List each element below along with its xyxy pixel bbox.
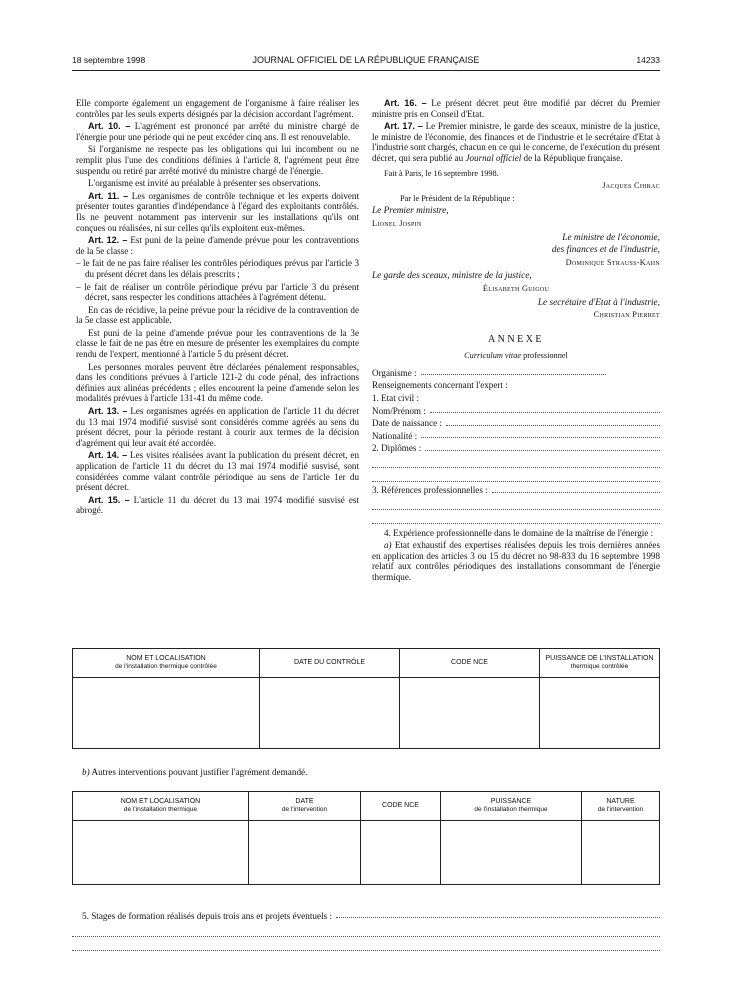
column-header-puissance — [540, 649, 660, 678]
experience-label: 4. Expérience professionnelle dans le domaine de la maîtrise de l'énergie : — [384, 527, 654, 538]
article-text: Les visites réalisées avant la publication du présent décret, en application de l'article 11 du décret du 13 mai 1974 modifié susvisé, sont considérées comme valant contrôle périodique au sens de l'article 1er du présent décret. — [76, 450, 359, 493]
annexe-heading: ANNEXE — [487, 333, 545, 345]
field-label: Nationalité : — [372, 430, 418, 441]
header-sub: thermique contrôlée — [570, 663, 629, 670]
stages-field[interactable] — [82, 911, 660, 921]
experience-a-text — [372, 540, 660, 582]
paragraph: Si l'organisme ne respecte pas les obligations qui lui incombent ou ne remplit plus l'une des conditions définies à l'article 8, l'agrément peut être suspendu ou retiré par arrêté motivé du ministre chargé de l'énergie. — [76, 144, 359, 176]
column-header-nature — [582, 792, 660, 821]
header-sub: de l'installation thermique contrôlée — [115, 663, 217, 670]
article-12 — [76, 235, 359, 256]
article-number: Art. 11. – — [88, 190, 129, 201]
nom-prenom-field[interactable] — [372, 406, 660, 417]
garde-des-sceaux-title: Le garde des sceaux, ministre de la justice, — [372, 271, 532, 282]
expertises-table — [72, 648, 660, 749]
column-header-date — [260, 649, 400, 678]
column-header-code — [400, 649, 540, 678]
paragraph: En cas de récidive, la peine prévue pour la récidive de la contravention de la 5e classe est applicable. — [76, 304, 359, 326]
date-naissance-field[interactable] — [372, 418, 660, 429]
header-rule — [72, 70, 660, 71]
column-header-nom — [73, 649, 260, 678]
dotted-line — [72, 936, 660, 937]
article-number: Art. 10. – — [88, 121, 131, 132]
field-dots — [336, 911, 660, 918]
organisme-field[interactable] — [372, 368, 660, 379]
journal-officiel-italic: Journal officiel — [465, 152, 522, 163]
renseignements-label: Renseignements concernant l'expert : — [372, 380, 508, 391]
field-label: Organisme : — [372, 367, 417, 378]
secretaire-etat-name: Christian Pierret — [593, 310, 660, 320]
article-14 — [76, 450, 359, 492]
autres-interventions-label — [82, 767, 307, 777]
header-title: DATE — [295, 798, 314, 805]
article-text: de la République française. — [521, 152, 623, 163]
table-cell[interactable] — [361, 821, 441, 885]
article-text: Les organismes agréés en application de l'article 11 du décret du 13 mai 1974 modifié susvisé sont considérés comme agréés au sens du présent décret, pour la période restant à courir aux termes de la décision d'agrément qui leur avait été accordée. — [76, 406, 359, 448]
header-journal-title: JOURNAL OFFICIEL DE LA RÉPUBLIQUE FRANÇAISE — [252, 55, 480, 65]
field-dots — [492, 485, 660, 493]
table-cell[interactable] — [400, 678, 540, 749]
ministre-economie-name: Dominique Strauss-Kahn — [565, 257, 660, 267]
references-field[interactable] — [372, 485, 660, 496]
nationalite-field[interactable] — [372, 431, 660, 442]
article-number: Art. 17. – — [384, 121, 423, 132]
header-title: NATURE — [606, 798, 635, 805]
article-text: L'agrément est prononcé par arrêté du ministre chargé de l'énergie pour une période qui ne peut excéder cinq ans. Il est renouvelable. — [76, 121, 359, 142]
table-cell[interactable] — [260, 678, 400, 749]
field-label: 2. Diplômes : — [372, 443, 422, 454]
article-number: Art. 13. – — [88, 406, 128, 417]
dotted-line — [372, 456, 660, 468]
page-header — [72, 55, 660, 69]
field-label: Date de naissance : — [372, 418, 442, 429]
table-cell[interactable] — [73, 678, 260, 749]
table-cell[interactable] — [582, 821, 660, 885]
dotted-line — [372, 470, 660, 482]
header-sub: de l'intervention — [281, 806, 328, 813]
header-title: PUISSANCE DE L'INSTALLATION — [545, 655, 654, 662]
article-number: Art. 12. – — [88, 235, 128, 246]
article-10 — [76, 121, 359, 142]
field-label: 3. Références professionnelles : — [372, 485, 488, 496]
item-letter: a) — [384, 540, 392, 551]
article-number: Art. 16. – — [384, 98, 427, 108]
column-header-code — [361, 792, 441, 821]
column-header-nom — [73, 792, 249, 821]
field-dots — [421, 431, 660, 439]
par-le-president: Par le Président de la République : — [400, 193, 515, 203]
dotted-line — [72, 950, 660, 951]
header-sub: de l'installation thermique — [474, 806, 548, 813]
header-sub: de l'intervention — [597, 806, 644, 813]
table-cell[interactable] — [540, 678, 660, 749]
field-dots — [421, 368, 606, 376]
header-page-number: 14233 — [636, 55, 660, 65]
paragraph: Est puni de la peine d'amende prévue pour les contraventions de la 3e classe le fait de ne pas être en mesure de présenter les exemplaires du compte rendu de l'expert, mentionné à l'article 5 du présent décret. — [76, 327, 359, 360]
field-dots — [430, 406, 660, 414]
left-column — [76, 98, 359, 518]
field-dots — [446, 418, 660, 426]
column-header-date — [249, 792, 361, 821]
article-13 — [76, 406, 359, 448]
header-title: DATE DU CONTRÔLE — [293, 659, 366, 666]
item-text: Etat exhaustif des expertises réalisées depuis les trois dernières années en application des articles 3 ou 15 du décret no 98-833 du 16 septembre 1998 relatif aux contrôles périodiques des installations consommant de l'énergie thermique. — [372, 540, 660, 582]
table-cell[interactable] — [249, 821, 361, 885]
table-row — [73, 678, 660, 749]
ministre-economie-title: Le ministre de l'économie, — [562, 232, 660, 243]
header-title: CODE NCE — [382, 802, 419, 809]
item-text: Autres interventions pouvant justifier l'agrément demandé. — [89, 767, 308, 777]
list-item: – le fait de ne pas faire réaliser les contrôles périodiques prévus par l'article 3 du présent décret dans les délais prescrits ; — [76, 258, 359, 279]
item-letter: b) — [82, 767, 90, 777]
header-title: CODE NCE — [451, 659, 488, 666]
article-text: Le Premier ministre, le garde des sceaux, ministre de la justice, le ministre de l'économie, des finances et de l'industrie et le secrétaire d'Etat à l'industrie sont chargés, chacun en ce qui le concerne, de l'exécution du présent décret, qui sera publié au — [372, 121, 660, 163]
article-11 — [76, 191, 359, 233]
signature-president: Jacques Chirac — [602, 181, 660, 191]
cv-rest: professionnel — [521, 351, 568, 361]
field-label: 5. Stages de formation réalisés depuis trois ans et projets éventuels : — [82, 911, 333, 921]
header-date: 18 septembre 1998 — [72, 55, 146, 65]
article-17 — [372, 121, 660, 163]
premier-ministre-name: Lionel Jospin — [372, 218, 422, 228]
diplomes-field[interactable] — [372, 443, 660, 454]
paragraph: Les personnes morales peuvent être déclarées pénalement responsables, dans les conditions prévues à l'article 121-2 du code pénal, des infractions définies aux alinéas précédents ; elles encourent la peine d'amende selon les modalités prévues à l'article 131-41 du même code. — [76, 361, 359, 404]
cv-heading — [372, 351, 660, 362]
field-dots — [425, 443, 660, 451]
etat-civil-label: 1. Etat civil : — [372, 393, 419, 404]
article-number: Art. 14. – — [88, 450, 128, 461]
paragraph: L'organisme est invité au préalable à présenter ses observations. — [88, 178, 321, 189]
field-label: Nom/Prénom : — [372, 405, 426, 416]
article-15 — [76, 495, 359, 516]
autres-interventions-table — [72, 791, 660, 885]
secretaire-etat-title: Le secrétaire d'Etat à l'industrie, — [537, 297, 660, 308]
table-cell[interactable] — [441, 821, 582, 885]
article-16 — [372, 98, 660, 119]
header-title: NOM ET LOCALISATION — [126, 655, 206, 662]
garde-des-sceaux-name: Élisabeth Guigou — [482, 283, 550, 293]
ministre-economie-title-2: des finances et de l'industrie, — [551, 245, 660, 256]
cv-italic: Curriculum vitae — [464, 351, 522, 361]
fait-a-paris: Fait à Paris, le 16 septembre 1998. — [384, 168, 499, 178]
header-title: NOM ET LOCALISATION — [120, 798, 201, 805]
dotted-line — [372, 498, 660, 510]
right-column — [372, 98, 660, 585]
paragraph: Elle comporte également un engagement de l'organisme à faire réaliser les contrôles par les seuls experts désignés par la décision accordant l'agrément. — [76, 98, 359, 119]
dotted-line — [372, 512, 660, 524]
article-text: Est puni de la peine d'amende prévue pour les contraventions de la 5e classe : — [76, 235, 359, 256]
article-number: Art. 15. – — [88, 494, 130, 505]
premier-ministre-title: Le Premier ministre, — [372, 206, 449, 217]
column-header-puissance — [441, 792, 582, 821]
article-text: Le présent décret peut être modifié par décret du Premier ministre pris en Conseil d'Etat. — [372, 98, 660, 119]
header-sub: de l'installation thermique — [123, 806, 198, 813]
header-title: PUISSANCE — [490, 798, 532, 805]
list-item: – le fait de réaliser un contrôle périodique prévu par l'article 3 du présent décret, sans respecter les conditions attachées à l'agrément détenu. — [76, 281, 359, 303]
article-text: L'article 11 du décret du 13 mai 1974 modifié susvisé est abrogé. — [76, 494, 359, 516]
table-row — [73, 821, 660, 885]
table-cell[interactable] — [73, 821, 249, 885]
article-text: Les organismes de contrôle technique et les experts doivent présenter toutes garanties d'indépendance à l'égard des exploitants contrôlés. Ils ne peuvent notamment pas intervenir sur les installations qu'ils ont conçues ou réalisées, ni sur celles qu'ils exploitent eux-mêmes. — [76, 190, 359, 233]
